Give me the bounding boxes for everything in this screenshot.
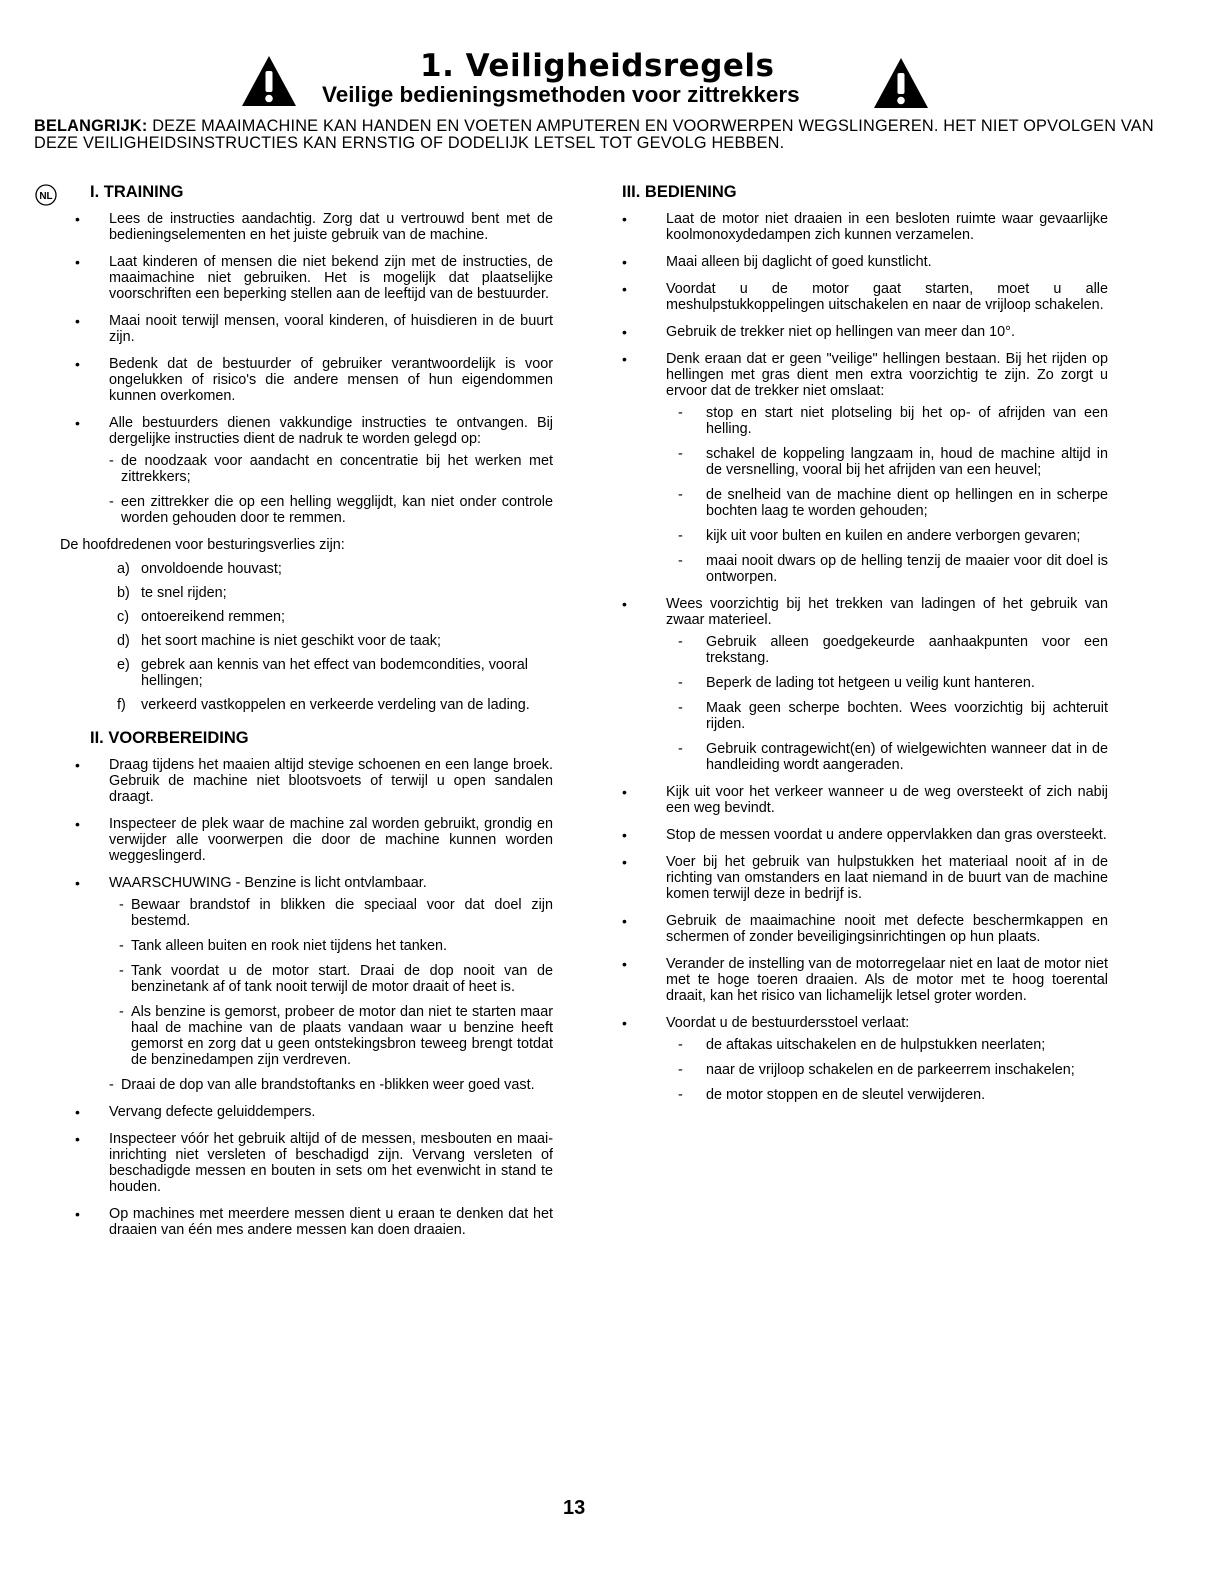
sub-list-item: - Tank voordat u de motor start. Draai de dop nooit van de benzinetank af of tank nooit terwijl de motor draait of heet is. xyxy=(109,963,553,995)
cause-item xyxy=(117,697,553,713)
causes-list xyxy=(75,561,553,713)
sub-list-item: - Gebruik alleen goedgekeurde aanhaakpunten voor een trekstang. xyxy=(666,634,1108,666)
list-item: • Kijk uit voor het verkeer wanneer u de weg oversteekt of zich nabij een weg bevindt. xyxy=(622,784,1108,816)
list-item: • Bedenk dat de bestuurder of gebruiker verantwoordelijk is voor ongelukken of risico's die andere mensen of hun eigendommen kunnen overkomen. xyxy=(75,356,553,404)
page-subtitle: Veilige bedieningsmethoden voor zittrekkers xyxy=(322,82,800,107)
list-item xyxy=(622,596,1108,773)
page-title: 1. Veiligheidsregels xyxy=(420,48,775,84)
benzine-sub-list xyxy=(109,897,553,1068)
list-item: • Draag tijdens het maaien altijd stevige schoenen en een lange broek. Gebruik de machine niet blootsvoets of terwijl u open sandalen draagt. xyxy=(75,757,553,805)
list-item: • Vervang defecte geluiddempers. xyxy=(75,1104,553,1120)
cause-item xyxy=(117,657,553,689)
cause-text: gebrek aan kennis van het effect van bodemcondities, vooral hellingen; xyxy=(141,657,528,689)
cause-text: te snel rijden; xyxy=(141,585,227,601)
section-heading-training: I. TRAINING xyxy=(90,183,184,201)
cause-item xyxy=(117,633,553,649)
section-heading-voorbereiding: II. VOORBEREIDING xyxy=(90,729,249,747)
notice-text: DEZE MAAIMACHINE KAN HANDEN EN VOETEN AMPUTEREN EN VOORWERPEN WEGSLINGEREN. HET NIET OPVOLGEN VAN DEZE VEILIGHEIDSINSTRUCTIES KAN ERNSTIG OF DODELIJK LETSEL TOT GEVOLG HEBBEN. xyxy=(34,117,1154,152)
training-sub-list xyxy=(109,453,553,526)
list-item xyxy=(622,351,1108,585)
sub-list-item: - naar de vrijloop schakelen en de parkeerrem inschakelen; xyxy=(666,1062,1108,1078)
cause-item xyxy=(117,585,553,601)
helling-sub-list xyxy=(666,405,1108,585)
cause-mark: b) xyxy=(117,585,130,601)
cause-mark: e) xyxy=(117,657,130,673)
ladingen-sub-list xyxy=(666,634,1108,773)
list-item: • Inspecteer de plek waar de machine zal worden gebruikt, grondig en verwijder alle voorwerpen die door de machine kunnen worden weggeslingerd. xyxy=(75,816,553,864)
list-item xyxy=(622,1015,1108,1103)
bediening-list xyxy=(622,211,1108,1103)
list-item: • Gebruik de maaimachine nooit met defecte beschermkappen en schermen of zonder beveiligingsinrichtingen op hun plaats. xyxy=(622,913,1108,945)
warning-triangle-icon xyxy=(872,56,930,110)
training-list xyxy=(75,211,553,526)
language-nl-badge-icon xyxy=(35,184,57,206)
language-badge-label: NL xyxy=(39,190,53,202)
page-header xyxy=(0,48,1211,114)
list-item: • Voordat u de motor gaat starten, moet u alle meshulpstukkoppelingen uitschakelen en naar de vrijloop schakelen. xyxy=(622,281,1108,313)
notice-label: BELANGRIJK: xyxy=(34,117,148,135)
sub-list-item: - schakel de koppeling langzaam in, houd de machine altijd in de versnelling, vooral bij het afrijden van een heuvel; xyxy=(666,446,1108,478)
list-item: • Verander de instelling van de motorregelaar niet en laat de motor niet met te hoge toeren draaien. Als de motor met te hoog toerental draait, kan het risico van lichamelijk letsel groter worden. xyxy=(622,956,1108,1004)
cause-text: verkeerd vastkoppelen en verkeerde verdeling van de lading. xyxy=(141,697,530,713)
list-item: • Laat de motor niet draaien in een besloten ruimte waar gevaarlijke koolmonoxydedampen zich kunnen verzamelen. xyxy=(622,211,1108,243)
list-item-text: Alle bestuurders dienen vakkundige instructies te ontvangen. Bij dergelijke instructies dient de nadruk te worden gelegd op: xyxy=(109,415,553,447)
benzine-sub-list-last xyxy=(109,1077,553,1093)
list-item: • Gebruik de trekker niet op hellingen van meer dan 10°. xyxy=(622,324,1108,340)
list-item-text: Denk eraan dat er geen "veilige" hellingen bestaan. Bij het rijden op hellingen met gras dient men extra voorzichtig te zijn. Zo zorgt u ervoor dat de trekker niet omslaat: xyxy=(666,351,1108,399)
list-item: • Maai alleen bij daglicht of goed kunstlicht. xyxy=(622,254,1108,270)
cause-text: het soort machine is niet geschikt voor de taak; xyxy=(141,633,441,649)
sub-list-item: - Draai de dop van alle brandstoftanks en -blikken weer goed vast. xyxy=(109,1077,553,1093)
list-item-text: WAARSCHUWING - Benzine is licht ontvlambaar. xyxy=(109,875,427,891)
list-item-text: Wees voorzichtig bij het trekken van ladingen of het gebruik van zwaar materieel. xyxy=(666,596,1108,628)
sub-list-item: - kijk uit voor bulten en kuilen en andere verborgen gevaren; xyxy=(666,528,1108,544)
list-item xyxy=(75,875,553,1093)
warning-triangle-icon xyxy=(240,54,298,108)
page-number: 13 xyxy=(563,1497,586,1519)
cause-text: onvoldoende houvast; xyxy=(141,561,282,577)
right-column xyxy=(622,183,1108,1114)
list-item xyxy=(75,415,553,526)
list-item: • Voer bij het gebruik van hulpstukken het materiaal nooit af in de richting van omstanders en laat niemand in de buurt van de machine komen terwijl deze in bedrijf is. xyxy=(622,854,1108,902)
section-heading-bediening: III. BEDIENING xyxy=(622,183,737,201)
voorbereiding-list xyxy=(75,757,553,1238)
cause-mark: f) xyxy=(117,697,126,713)
list-item: • Op machines met meerdere messen dient u eraan te denken dat het draaien van één mes andere messen kan doen draaien. xyxy=(75,1206,553,1238)
list-item: • Laat kinderen of mensen die niet bekend zijn met de instructies, de maaimachine niet gebruiken. Het is mogelijk dat plaatselijke voorschriften een beperking stellen aan de leeftijd van de bestuurder. xyxy=(75,254,553,302)
sub-list-item: - Tank alleen buiten en rook niet tijdens het tanken. xyxy=(109,938,553,954)
list-item: • Inspecteer vóór het gebruik altijd of de messen, mesbouten en maai-inrichting niet versleten of beschadigd zijn. Vervang versleten of beschadigde messen en bouten in sets om het evenwicht in stand te houden. xyxy=(75,1131,553,1195)
causes-intro: De hoofdredenen voor besturingsverlies zijn: xyxy=(60,537,345,553)
sub-list-item: - een zittrekker die op een helling wegglijdt, kan niet onder controle worden gehouden door te remmen. xyxy=(109,494,553,526)
sub-list-item: - Beperk de lading tot hetgeen u veilig kunt hanteren. xyxy=(666,675,1108,691)
list-item: • Lees de instructies aandachtig. Zorg dat u vertrouwd bent met de bedieningselementen en het juiste gebruik van de machine. xyxy=(75,211,553,243)
sub-list-item: - de snelheid van de machine dient op hellingen en in scherpe bochten laag te worden gehouden; xyxy=(666,487,1108,519)
cause-item xyxy=(117,609,553,625)
list-item: • Stop de messen voordat u andere oppervlakken dan gras oversteekt. xyxy=(622,827,1108,843)
sub-list-item: - de aftakas uitschakelen en de hulpstukken neerlaten; xyxy=(666,1037,1108,1053)
sub-list-item: - de motor stoppen en de sleutel verwijderen. xyxy=(666,1087,1108,1103)
sub-list-item: - Maak geen scherpe bochten. Wees voorzichtig bij achteruit rijden. xyxy=(666,700,1108,732)
important-notice xyxy=(34,118,1184,152)
sub-list-item: - Als benzine is gemorst, probeer de motor dan niet te starten maar haal de machine van de plaats vandaan waar u benzine heeft gemorst en zorg dat u geen ontstekingsbron teweeg brengt totdat de benzinedampen zijn verdreven. xyxy=(109,1004,553,1068)
sub-list-item: - de noodzaak voor aandacht en concentratie bij het werken met zittrekkers; xyxy=(109,453,553,485)
cause-text: ontoereikend remmen; xyxy=(141,609,285,625)
cause-mark: c) xyxy=(117,609,129,625)
cause-mark: d) xyxy=(117,633,130,649)
sub-list-item: - Bewaar brandstof in blikken die speciaal voor dat doel zijn bestemd. xyxy=(109,897,553,929)
list-item: • Maai nooit terwijl mensen, vooral kinderen, of huisdieren in de buurt zijn. xyxy=(75,313,553,345)
cause-mark: a) xyxy=(117,561,130,577)
sub-list-item: - maai nooit dwars op de helling tenzij de maaier voor dit doel is ontworpen. xyxy=(666,553,1108,585)
sub-list-item: - Gebruik contragewicht(en) of wielgewichten wanneer dat in de handleiding wordt aangeraden. xyxy=(666,741,1108,773)
cause-item xyxy=(117,561,553,577)
verlaten-sub-list xyxy=(666,1037,1108,1103)
list-item-text: Voordat u de bestuurdersstoel verlaat: xyxy=(666,1015,910,1031)
left-column xyxy=(60,183,553,1249)
sub-list-item: - stop en start niet plotseling bij het op- of afrijden van een helling. xyxy=(666,405,1108,437)
